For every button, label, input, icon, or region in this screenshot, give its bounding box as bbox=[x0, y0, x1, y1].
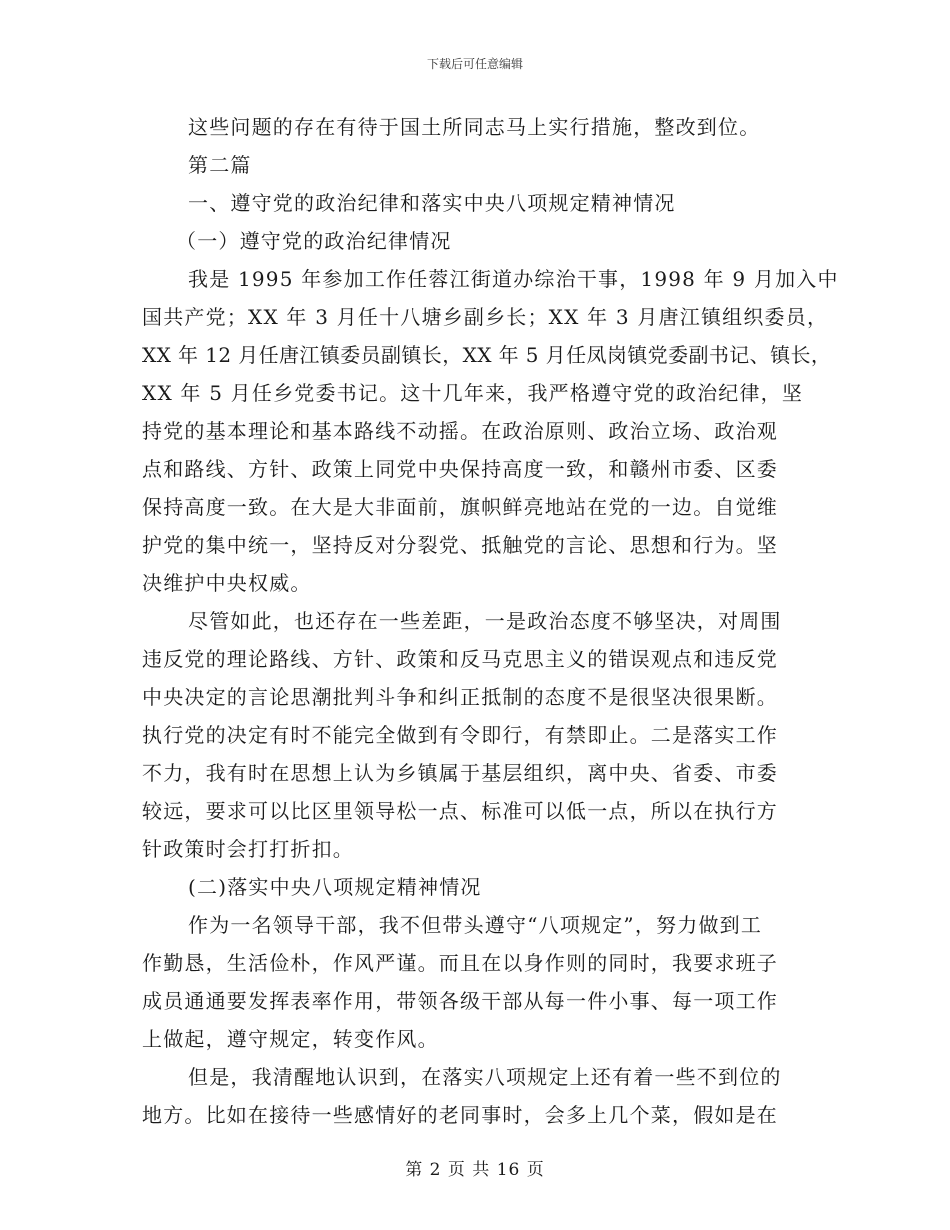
paragraph-line: 持党的基本理论和基本路线不动摇。在政治原则、政治立场、政治观 bbox=[142, 419, 778, 443]
paragraph-line: 尽管如此，也还存在一些差距，一是政治态度不够坚决，对周围 bbox=[188, 609, 782, 633]
paragraph-line: 地方。比如在接待一些感情好的老同事时，会多上几个菜，假如是在 bbox=[142, 1103, 778, 1127]
section-heading: 第二篇 bbox=[188, 153, 252, 177]
page-number-footer: 第 2 页 共 16 页 bbox=[405, 1160, 545, 1180]
paragraph-line: 护党的集中统一，坚持反对分裂党、抵触党的言论、思想和行为。坚 bbox=[142, 533, 778, 557]
paragraph-line: 作为一名领导干部，我不但带头遵守“八项规定”，努力做到工 bbox=[188, 913, 763, 937]
paragraph-line: XX 年 12 月任唐江镇委员副镇长，XX 年 5 月任凤岗镇党委副书记、镇长， bbox=[142, 343, 832, 367]
paragraph-line: 决维护中央权威。 bbox=[142, 571, 312, 595]
paragraph-line: 针政策时会打打折扣。 bbox=[142, 837, 354, 861]
paragraph-line: 中央决定的言论思潮批判斗争和纠正抵制的态度不是很坚决很果断。 bbox=[142, 685, 778, 709]
paragraph-line: 执行党的决定有时不能完全做到有令即行，有禁即止。二是落实工作 bbox=[142, 723, 778, 747]
page-header: 下载后可任意编辑 bbox=[426, 57, 523, 71]
paragraph-line: 上做起，遵守规定，转变作风。 bbox=[142, 1027, 439, 1051]
paragraph-line: 国共产党；XX 年 3 月任十八塘乡副乡长；XX 年 3 月唐江镇组织委员， bbox=[142, 305, 829, 329]
paragraph-line: 成员通通要发挥表率作用，带领各级干部从每一件小事、每一项工作 bbox=[142, 989, 778, 1013]
paragraph-line: 这些问题的存在有待于国土所同志马上实行措施，整改到位。 bbox=[188, 115, 761, 139]
subsection-heading: （一）遵守党的政治纪律情况 bbox=[176, 229, 452, 253]
section-heading: 一、遵守党的政治纪律和落实中央八项规定精神情况 bbox=[188, 191, 676, 215]
paragraph-line: 但是，我清醒地认识到，在落实八项规定上还有着一些不到位的 bbox=[188, 1065, 782, 1089]
paragraph-line: 违反党的理论路线、方针、政策和反马克思主义的错误观点和违反党 bbox=[142, 647, 778, 671]
paragraph-line: XX 年 5 月任乡党委书记。这十几年来，我严格遵守党的政治纪律，坚 bbox=[142, 381, 804, 405]
paragraph-line: 较远，要求可以比区里领导松一点、标准可以低一点，所以在执行方 bbox=[142, 799, 778, 823]
paragraph-line: 点和路线、方针、政策上同党中央保持高度一致，和赣州市委、区委 bbox=[142, 457, 778, 481]
paragraph-line: 不力，我有时在思想上认为乡镇属于基层组织，离中央、省委、市委 bbox=[142, 761, 778, 785]
subsection-heading: (二)落实中央八项规定精神情况 bbox=[188, 875, 482, 899]
paragraph-line: 作勤恳，生活俭朴，作风严谨。而且在以身作则的同时，我要求班子 bbox=[142, 951, 778, 975]
paragraph-line: 保持高度一致。在大是大非面前，旗帜鲜亮地站在党的一边。自觉维 bbox=[142, 495, 778, 519]
paragraph-line: 我是 1995 年参加工作任蓉江街道办综治干事，1998 年 9 月加入中 bbox=[188, 267, 839, 291]
